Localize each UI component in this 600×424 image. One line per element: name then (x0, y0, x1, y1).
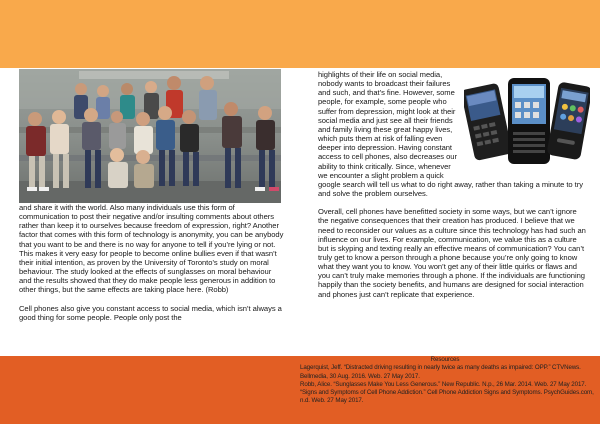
resources-section (300, 356, 600, 406)
citation-entry: Robb, Alice. “Sunglasses Make You Less Generous.” New Republic. N.p., 26 Mar. 2014. Web. 27 May 2017. (300, 380, 587, 388)
citation-entry: Lagerquist, Jeff. “Distracted driving resulting in nearly twice as many deaths as impaired: OPP.” CTVNews. Bellmedia, 30 Aug. 2016. Web. 27 May 2017. (300, 364, 581, 380)
top-header-band (0, 0, 600, 68)
cell-phones-image (464, 74, 590, 170)
right-text-column (318, 70, 586, 299)
left-paragraph: and share it with the world. Also many individuals use this form of communication to post their negative and/or insulting comments about others rather than keep it to ourselves because freedom of expression, right? Another factor that comes with this form of technology is anonymity, you can be anybody that you want to be and there is no way for anyone to tell if you’re lying or not. This makes it very easy for people to become online bullies even if that wasn’t their initial intention, as proven by the University of Toronto’s study on moral behaviour. The study looked at the effects of sunglasses on moral behaviour and the results showed that they do make people less generous in addition to other things, but the same effects are taking place here. (Robb) (19, 203, 284, 295)
resources-title: Resources (430, 356, 460, 363)
students-with-phones-photo (19, 69, 281, 203)
right-paragraph: Overall, cell phones have benefitted society in some ways, but we can’t ignore the negative consequences that their creation has produced. I believe that we need to reconsider our values as a culture since this technology has had such an influence on our lives. For example, communication, we value this as a culture but is skyping and texting really an effective means of communication? You can’t truly get to know a person through a phone because you’re only going to know what they want you to know. You won’t get any of their little quirks or flaws and you can’t truly make memories through a phone. If the individuals are functioning happily than the society benefits, and humans are designed for social interaction and phones just can’t replicate that experience. (318, 207, 586, 299)
left-text-column (19, 203, 285, 355)
left-paragraph: Cell phones also give you constant access to social media, which isn’t always a good thing for some people. People only post the (19, 303, 282, 322)
right-paragraph: highlights of their life on social media, nobody wants to broadcast their failures and such, and that’s fine. However, some people, for example, some people who suffer from depression, might look at their social media and just see all their friends and family living these great happy lives, which puts them at risk of falling even deeper into depression. Having constant access to cell phones, also decreases our ability to think critically. Since, whenever we encounter a slight problem a quick google search will tell us what to do right away, rather than taking a minute to try and solve the problem ourselves. (318, 70, 583, 199)
citation-entry: “Signs and Symptoms of Cell Phone Addiction.” Cell Phone Addiction Signs and Symptoms. PsychGuides.com, n.d. Web. 27 May 2017. (300, 389, 594, 405)
